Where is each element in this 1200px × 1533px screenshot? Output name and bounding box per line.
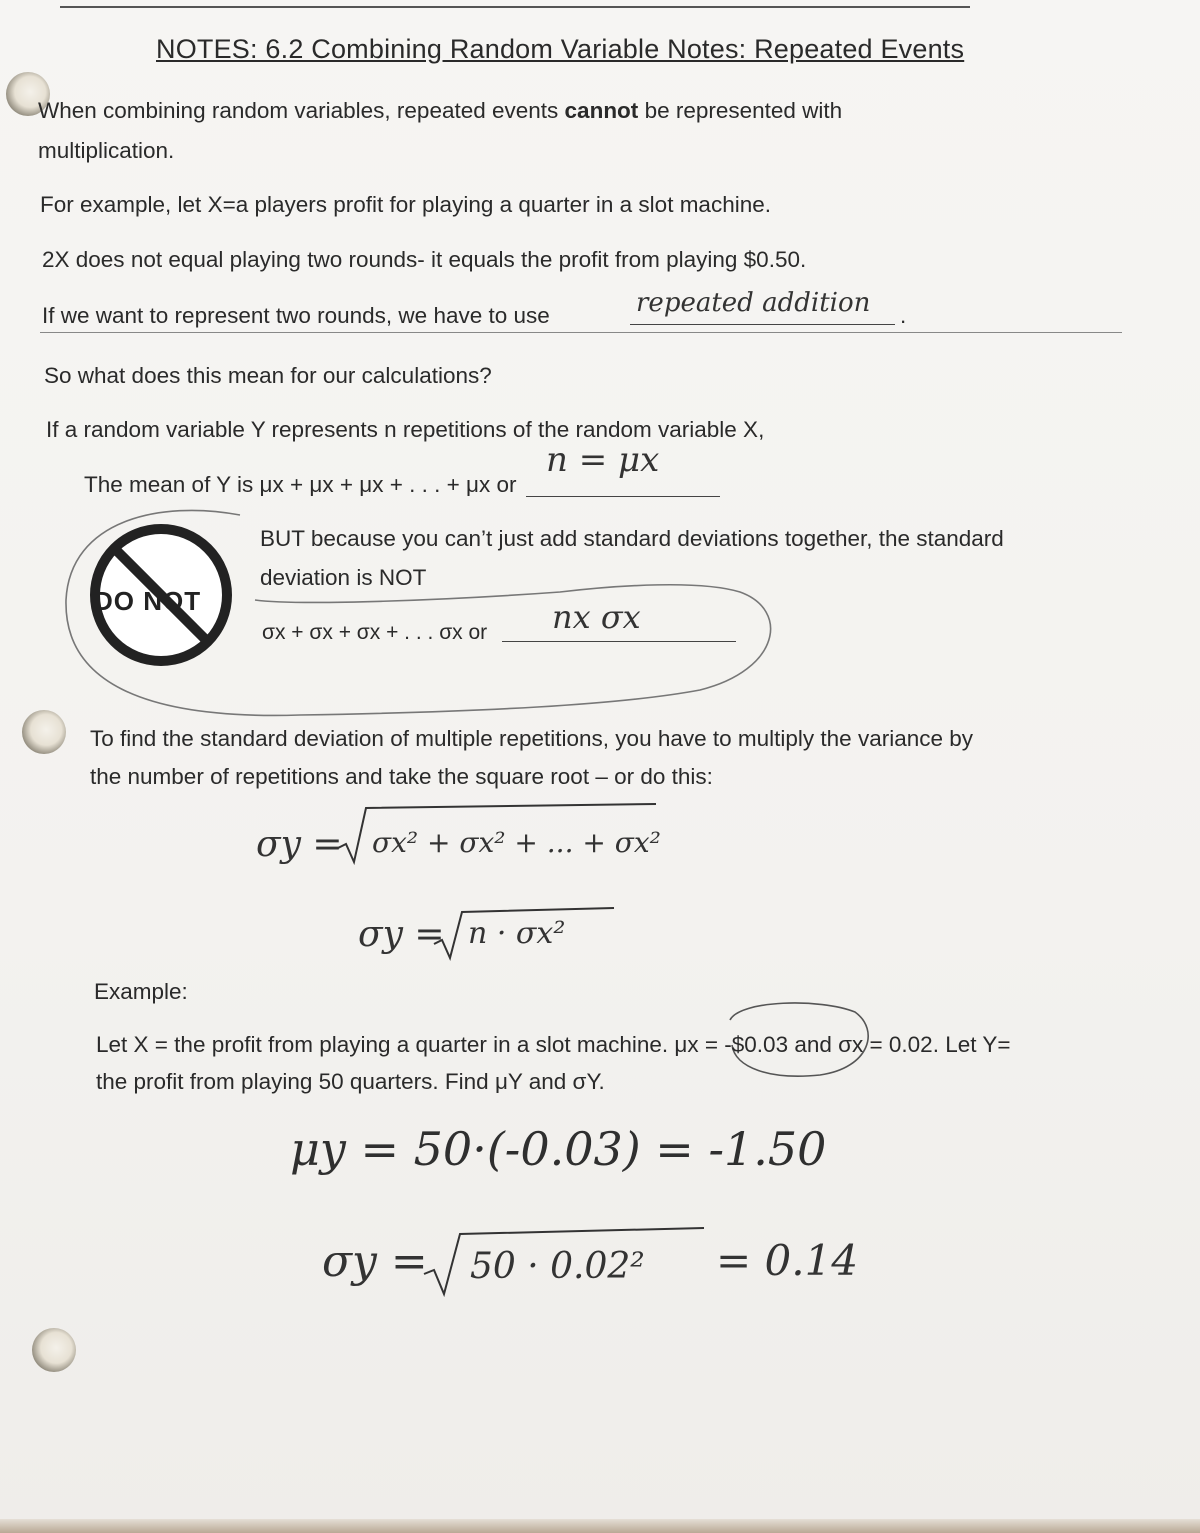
emphasis-cannot: cannot: [564, 98, 639, 123]
paper-bottom-edge: [0, 1519, 1200, 1533]
example-sd-result: = 0.14: [716, 1236, 859, 1285]
example-sd-inside: 50 · 0.02²: [470, 1246, 645, 1287]
example-problem-line-2: the profit from playing 50 quarters. Find μY and σY.: [96, 1069, 605, 1094]
example-mean-work: μy = 50·(-0.03) = -1.50: [290, 1122, 827, 1176]
sd-line-2: deviation is NOT: [260, 565, 427, 590]
example-line-2: 2X does not equal playing two rounds- it equals the profit from playing $0.50.: [42, 247, 807, 272]
example-sd-left: σy =: [322, 1236, 428, 1287]
rounds-period: .: [900, 303, 907, 328]
formula2-left: σy =: [358, 914, 445, 955]
mean-answer-handwritten: n = μx: [546, 440, 660, 480]
example-line-1: For example, let X=a players profit for playing a quarter in a slot machine.: [40, 192, 771, 217]
sd-answer-handwritten: nx σx: [552, 598, 641, 636]
definition-line: If a random variable Y represents n repetitions of the random variable X,: [46, 417, 765, 442]
intro-line-2: multiplication.: [38, 138, 175, 163]
variance-line-2: the number of repetitions and take the square root – or do this:: [90, 764, 713, 789]
sd-line-1: BUT because you can’t just add standard deviations together, the standard: [260, 526, 1004, 551]
formula1-inside: σx² + σx² + ... + σx²: [372, 826, 661, 859]
rounds-answer-handwritten: repeated addition: [636, 288, 871, 318]
sd-formula: σx + σx + σx + . . . σx or: [262, 621, 488, 644]
page-title: NOTES: 6.2 Combining Random Variable Notes: Repeated Events: [156, 34, 965, 64]
mean-line: The mean of Y is μx + μx + μx + . . . + μx or: [84, 472, 517, 497]
example-label: Example:: [94, 979, 188, 1004]
question-line: So what does this mean for our calculations?: [44, 363, 492, 388]
intro-line-1: When combining random variables, repeated events cannot be represented with: [38, 98, 843, 123]
formula1-left: σy =: [256, 824, 343, 865]
formula2-inside: n · σx²: [468, 916, 566, 951]
sd-answer-blank: [502, 641, 736, 642]
variance-line-1: To find the standard deviation of multiple repetitions, you have to multiply the variance by: [90, 726, 974, 751]
example-problem-line-1: Let X = the profit from playing a quarter in a slot machine. μx = -$0.03 and σx = 0.02. Let Y=: [96, 1032, 1011, 1057]
rounds-sentence: If we want to represent two rounds, we have to use: [42, 303, 550, 328]
do-not-sign-text: DO NOT: [94, 586, 202, 616]
